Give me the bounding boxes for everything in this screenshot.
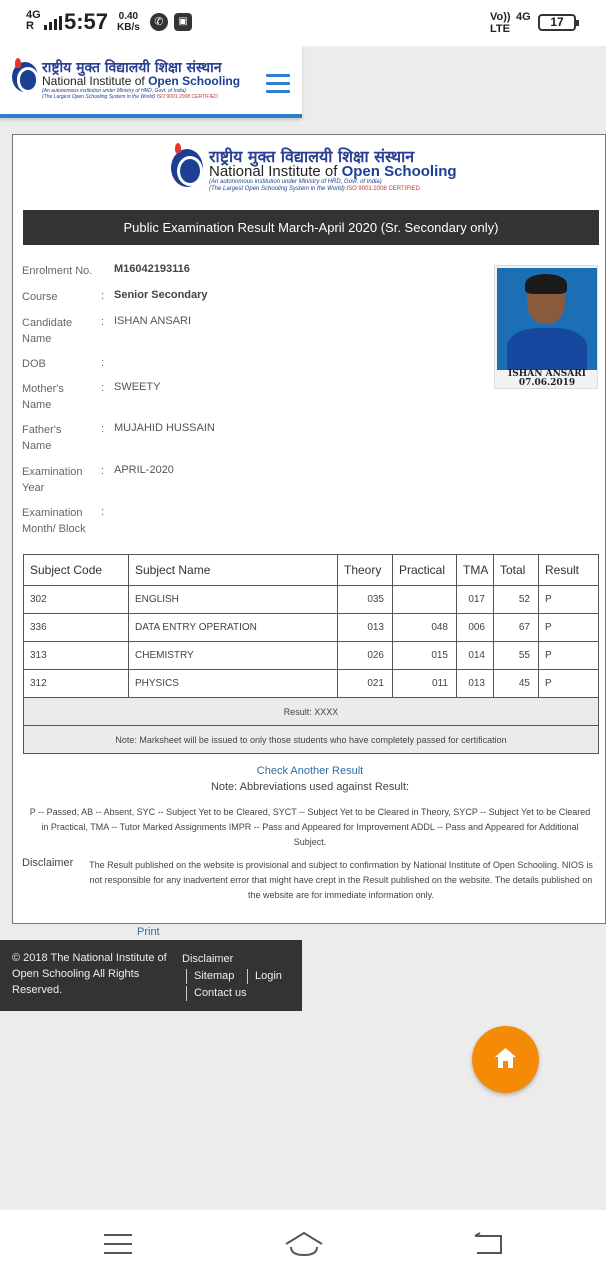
mother-name-value: SWEETY — [114, 381, 161, 393]
divider — [186, 969, 187, 984]
nav-back-icon[interactable] — [472, 1232, 504, 1256]
photo-caption: ISHAN ANSARI 07.06.2019 — [508, 369, 586, 388]
exam-month-label: Examination Month/ Block — [22, 507, 86, 535]
col-tma: TMA — [457, 555, 494, 586]
col-result: Result — [539, 555, 599, 586]
cell-theory: 013 — [338, 614, 393, 642]
divider — [186, 986, 187, 1001]
cell-result: P — [539, 614, 599, 642]
cell-tma: 017 — [457, 586, 494, 614]
nios-logo-large — [171, 149, 203, 187]
cell-name: ENGLISH — [129, 586, 338, 614]
footer-disclaimer-link[interactable]: Disclaimer — [182, 953, 234, 965]
candidate-name-value: ISHAN ANSARI — [114, 315, 192, 327]
colon: : — [101, 316, 105, 328]
cell-total: 45 — [494, 670, 539, 698]
check-another-result-link[interactable]: Check Another Result — [256, 765, 364, 777]
table-row — [24, 670, 599, 698]
course-value: Senior Secondary — [114, 289, 208, 301]
volte-indicator: Vo)) LTE — [490, 11, 511, 35]
candidate-photo — [494, 265, 598, 389]
home-icon — [472, 1026, 539, 1093]
org-subtitle: (An autonomous institution under Ministry of HRD, Govt. of India) (The Largest Open Schooling System in the World) ISO 9001:2008 CERTIFIED — [42, 88, 218, 100]
cell-code: 336 — [24, 614, 129, 642]
course-label: Course — [22, 291, 58, 303]
table-row — [24, 586, 599, 614]
card-org-english: National Institute of Open Schooling — [209, 163, 457, 180]
cell-result: P — [539, 670, 599, 698]
footer-login-link[interactable]: Login — [255, 970, 282, 982]
cell-practical — [393, 586, 457, 614]
cell-tma: 006 — [457, 614, 494, 642]
cell-tma: 014 — [457, 642, 494, 670]
result-summary: Result: XXXX — [24, 698, 599, 726]
cell-total: 52 — [494, 586, 539, 614]
father-name-value: MUJAHID HUSSAIN — [114, 422, 215, 434]
cell-name: CHEMISTRY — [129, 642, 338, 670]
card-org-hindi: राष्ट्रीय मुक्त विद्यालयी शिक्षा संस्थान — [209, 147, 415, 166]
cell-total: 55 — [494, 642, 539, 670]
col-subject-code: Subject Code — [24, 555, 129, 586]
abbreviations-text: P -- Passed, AB -- Absent, SYC -- Subject Yet to be Cleared, SYCT -- Subject Yet to be Cleared in Theory, SYCP -- Subject Yet to be Cleared in Practical, TMA -- Tutor Marked Assignments IMPR -- Pass and Appeared for Improvement ADDL -- Pass and Appeared for Additional Subject. — [29, 807, 591, 847]
logo-flame-icon — [175, 143, 181, 153]
whatsapp-icon: ✆ — [150, 13, 168, 31]
table-row — [24, 642, 599, 670]
site-header — [0, 46, 302, 118]
network-type: 4G R — [26, 9, 41, 32]
table-row — [24, 614, 599, 642]
photo-icon: ▣ — [174, 13, 192, 31]
colon: : — [101, 465, 105, 477]
colon: : — [101, 357, 105, 369]
card-org-subtitle: (An autonomous institution under Ministry of HRD, Govt. of India) (The Largest Open Schooling System in the World) ISO 9001:2008 CERTIFIED — [209, 179, 420, 192]
result-summary-row — [24, 698, 599, 726]
col-total: Total — [494, 555, 539, 586]
result-card — [12, 134, 606, 924]
clock: 5:57 — [64, 9, 109, 34]
cell-theory: 035 — [338, 586, 393, 614]
site-footer — [0, 940, 302, 1011]
copyright-text: © 2018 The National Institute of Open Schooling All Rights Reserved. — [12, 952, 167, 996]
cell-result: P — [539, 642, 599, 670]
exam-year-value: APRIL-2020 — [114, 464, 174, 476]
col-theory: Theory — [338, 555, 393, 586]
status-bar — [0, 0, 606, 46]
colon: : — [101, 506, 105, 518]
org-name-english: National Institute of Open Schooling — [42, 74, 241, 88]
menu-icon[interactable] — [266, 74, 290, 94]
signal-icon — [44, 14, 62, 30]
network-indicator: 4G — [516, 11, 531, 23]
dob-label: DOB — [22, 358, 46, 370]
disclaimer-text: The Result published on the website is provisional and subject to confirmation by National Institute of Open Schooling. NIOS is not responsible for any inadvertent error that might have crept in the Result published on the website. The details published on the website are for immediate information only. — [89, 860, 593, 900]
cell-name: DATA ENTRY OPERATION — [129, 614, 338, 642]
col-subject-name: Subject Name — [129, 555, 338, 586]
marksheet-note: Note: Marksheet will be issued to only those students who have completely passed for certification — [24, 726, 599, 754]
colon: : — [101, 382, 105, 394]
print-link[interactable]: Print — [137, 926, 160, 938]
cell-practical: 011 — [393, 670, 457, 698]
table-header-row — [24, 555, 599, 586]
nav-home-icon[interactable] — [283, 1230, 325, 1258]
results-table — [23, 554, 599, 754]
cell-theory: 021 — [338, 670, 393, 698]
disclaimer-label: Disclaimer — [22, 857, 74, 869]
cell-name: PHYSICS — [129, 670, 338, 698]
candidate-name-label: Candidate Name — [22, 317, 73, 345]
divider — [247, 969, 248, 984]
cell-practical: 048 — [393, 614, 457, 642]
cell-practical: 015 — [393, 642, 457, 670]
colon: : — [101, 423, 105, 435]
enrolment-label: Enrolment No. — [22, 265, 93, 277]
note-row — [24, 726, 599, 754]
cell-code: 302 — [24, 586, 129, 614]
cell-theory: 026 — [338, 642, 393, 670]
col-practical: Practical — [393, 555, 457, 586]
home-button[interactable] — [472, 1026, 539, 1093]
footer-sitemap-link[interactable]: Sitemap — [194, 970, 235, 982]
cell-tma: 013 — [457, 670, 494, 698]
network-speed: 0.40 KB/s — [117, 11, 140, 33]
cell-total: 67 — [494, 614, 539, 642]
footer-contact-link[interactable]: Contact us — [194, 987, 247, 999]
cell-code: 312 — [24, 670, 129, 698]
nav-menu-icon[interactable] — [103, 1232, 133, 1256]
colon: : — [101, 290, 105, 302]
system-nav-bar — [0, 1210, 606, 1280]
cell-code: 313 — [24, 642, 129, 670]
enrolment-value: M16042193116 — [114, 263, 190, 275]
father-name-label: Father's Name — [22, 424, 62, 452]
org-name-hindi: राष्ट्रीय मुक्त विद्यालयी शिक्षा संस्थान — [42, 60, 222, 76]
result-banner: Public Examination Result March-April 2020 (Sr. Secondary only) — [23, 210, 599, 245]
cell-result: P — [539, 586, 599, 614]
exam-year-label: Examination Year — [22, 466, 83, 494]
battery-icon: 17 — [538, 14, 576, 31]
logo-flame-icon — [15, 58, 21, 68]
abbreviations-heading: Note: Abbreviations used against Result: — [210, 781, 410, 793]
mother-name-label: Mother's Name — [22, 383, 64, 411]
